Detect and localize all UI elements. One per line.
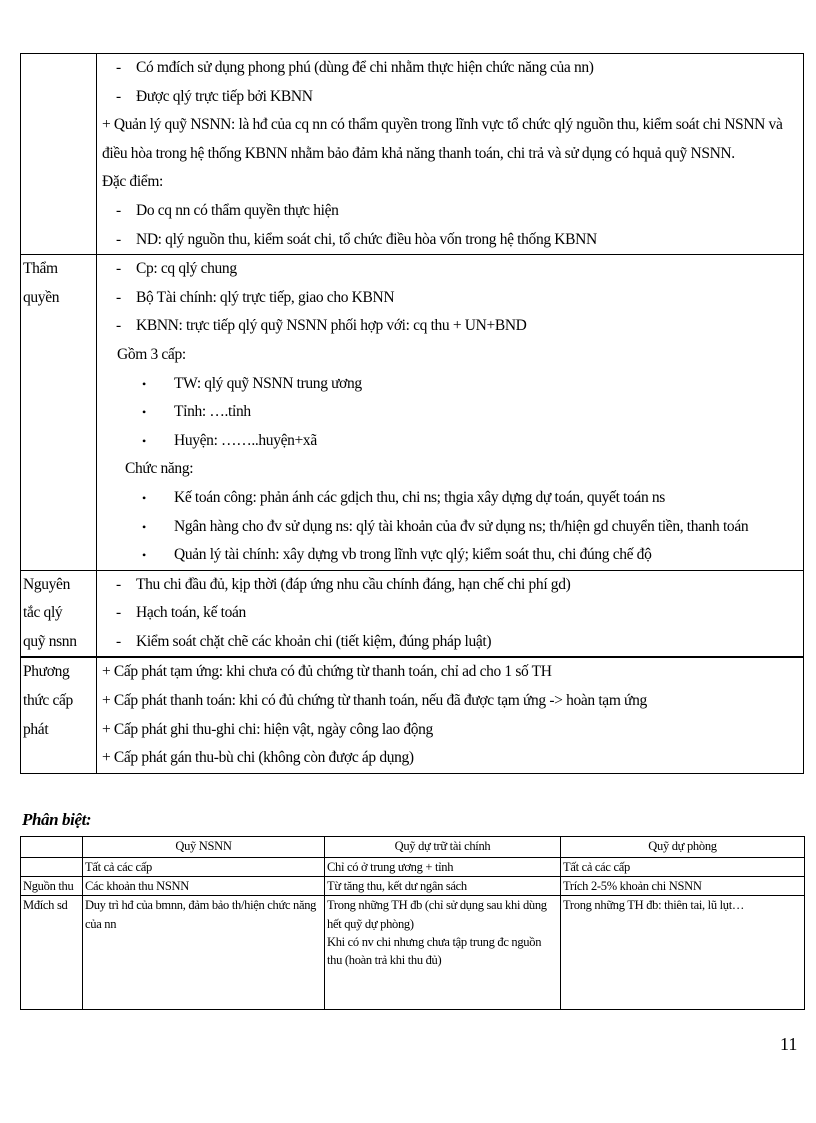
list-item: • Kế toán công: phản ánh các gdịch thu, chi ns; thgia xây dựng dự toán, quyết toán ns xyxy=(142,488,665,506)
table-header-row xyxy=(21,837,805,858)
table-cell: Từ tăng thu, kết dư ngân sách xyxy=(325,877,561,896)
list-item: - Hạch toán, kế toán xyxy=(116,604,246,622)
list-item: - KBNN: trực tiếp qlý quỹ NSNN phối hợp với: cq thu + UN+BND xyxy=(116,317,527,335)
list-item: - Được qlý trực tiếp bởi KBNN xyxy=(116,87,313,105)
list-item: - Có mđích sử dụng phong phú (dùng để chi nhằm thực hiện chức năng của nn) xyxy=(116,59,594,76)
table-cell: Nguồn thu xyxy=(21,877,83,896)
list-item: • Huyện: ……..huyện+xã xyxy=(142,431,317,449)
table-row xyxy=(21,657,804,773)
paragraph: + Quản lý quỹ NSNN: là hđ của cq nn có thẩm quyền trong lĩnh vực tổ chức qlý nguồn thu, kiểm soát chi NSNN và điều hòa trong hệ thống KBNN nhằm bảo đảm khả năng thanh toán, chi trả và sử dụng có hquả quỹ NSNN. xyxy=(102,116,783,162)
row-label: Thẩm quyền xyxy=(21,255,97,571)
table-cell: Tất cả các cấp xyxy=(83,858,325,877)
table-cell: Duy trì hđ của bmnn, đảm bảo th/hiện chức năng của nn xyxy=(83,896,325,1010)
header-cell: Quỹ NSNN xyxy=(83,837,325,858)
row-content xyxy=(97,255,804,571)
list-item: - Thu chi đầu đủ, kịp thời (đáp ứng nhu cầu chính đáng, hạn chế chi phí gd) xyxy=(116,575,571,593)
list-item: • TW: qlý quỹ NSNN trung ương xyxy=(142,374,362,392)
table-cell: Chỉ có ở trung ương + tỉnh xyxy=(325,858,561,877)
list-item: - Bộ Tài chính: qlý trực tiếp, giao cho KBNN xyxy=(116,288,395,306)
comparison-table xyxy=(20,836,805,1010)
table-row xyxy=(21,54,804,255)
subheading: Chức năng: xyxy=(125,460,194,478)
header-cell: Quỹ dự trữ tài chính xyxy=(325,837,561,858)
row-content xyxy=(97,570,804,657)
subheading: Gồm 3 cấp: xyxy=(117,345,186,363)
row-label: Phương thức cấp phát xyxy=(21,657,97,773)
list-item: • Quản lý tài chính: xây dựng vb trong lĩnh vực qlý; kiểm soát thu, chi đúng chế độ xyxy=(142,546,652,564)
list-item: • Tỉnh: ….tỉnh xyxy=(142,403,251,421)
table-row xyxy=(21,858,805,877)
table-cell: Trong những TH đb (chỉ sử dụng sau khi dùng hết quỹ dự phòng) Khi có nv chi nhưng chưa tập trung đc nguồn thu (hoàn trả khi thu đủ) xyxy=(325,896,561,1010)
row-label: Nguyên tắc qlý quỹ nsnn xyxy=(21,570,97,657)
list-item: + Cấp phát tạm ứng: khi chưa có đủ chứng từ thanh toán, chỉ ad cho 1 số TH xyxy=(102,663,552,681)
table-cell: Các khoản thu NSNN xyxy=(83,877,325,896)
list-item: - ND: qlý nguồn thu, kiểm soát chi, tổ chức điều hòa vốn trong hệ thống KBNN xyxy=(116,230,597,248)
table-cell xyxy=(21,858,83,877)
row-content xyxy=(97,54,804,255)
row-label xyxy=(21,54,97,255)
page-number: 11 xyxy=(780,1034,798,1054)
list-item: - Do cq nn có thẩm quyền thực hiện xyxy=(116,201,339,219)
table-cell: Trong những TH đb: thiên tai, lũ lụt… xyxy=(561,896,805,1010)
table-row xyxy=(21,877,805,896)
table-cell: Trích 2-5% khoản chi NSNN xyxy=(561,877,805,896)
header-cell xyxy=(21,837,83,858)
table-row xyxy=(21,255,804,571)
table-row xyxy=(21,896,805,1010)
list-item: - Cp: cq qlý chung xyxy=(116,260,237,278)
header-cell: Quỹ dự phòng xyxy=(561,837,805,858)
list-item: • Ngân hàng cho đv sử dụng ns: qlý tài khoản của đv sử dụng ns; th/hiện gd chuyển tiền, thanh toán xyxy=(142,517,749,535)
main-table xyxy=(20,53,804,774)
row-content xyxy=(97,657,804,773)
list-item: - Kiểm soát chặt chẽ các khoản chi (tiết kiệm, đúng pháp luật) xyxy=(116,632,492,650)
table-cell: Tất cả các cấp xyxy=(561,858,805,877)
table-row xyxy=(21,570,804,657)
subheading: Đặc điểm: xyxy=(102,173,163,191)
section-heading: Phân biệt: xyxy=(22,810,92,829)
list-item: + Cấp phát thanh toán: khi có đủ chứng từ thanh toán, nếu đã được tạm ứng -> hoàn tạm ứng xyxy=(102,692,647,710)
list-item: + Cấp phát ghi thu-ghi chi: hiện vật, ngày công lao động xyxy=(102,720,433,738)
list-item: + Cấp phát gán thu-bù chi (không còn được áp dụng) xyxy=(102,749,414,767)
table-cell: Mđích sd xyxy=(21,896,83,1010)
